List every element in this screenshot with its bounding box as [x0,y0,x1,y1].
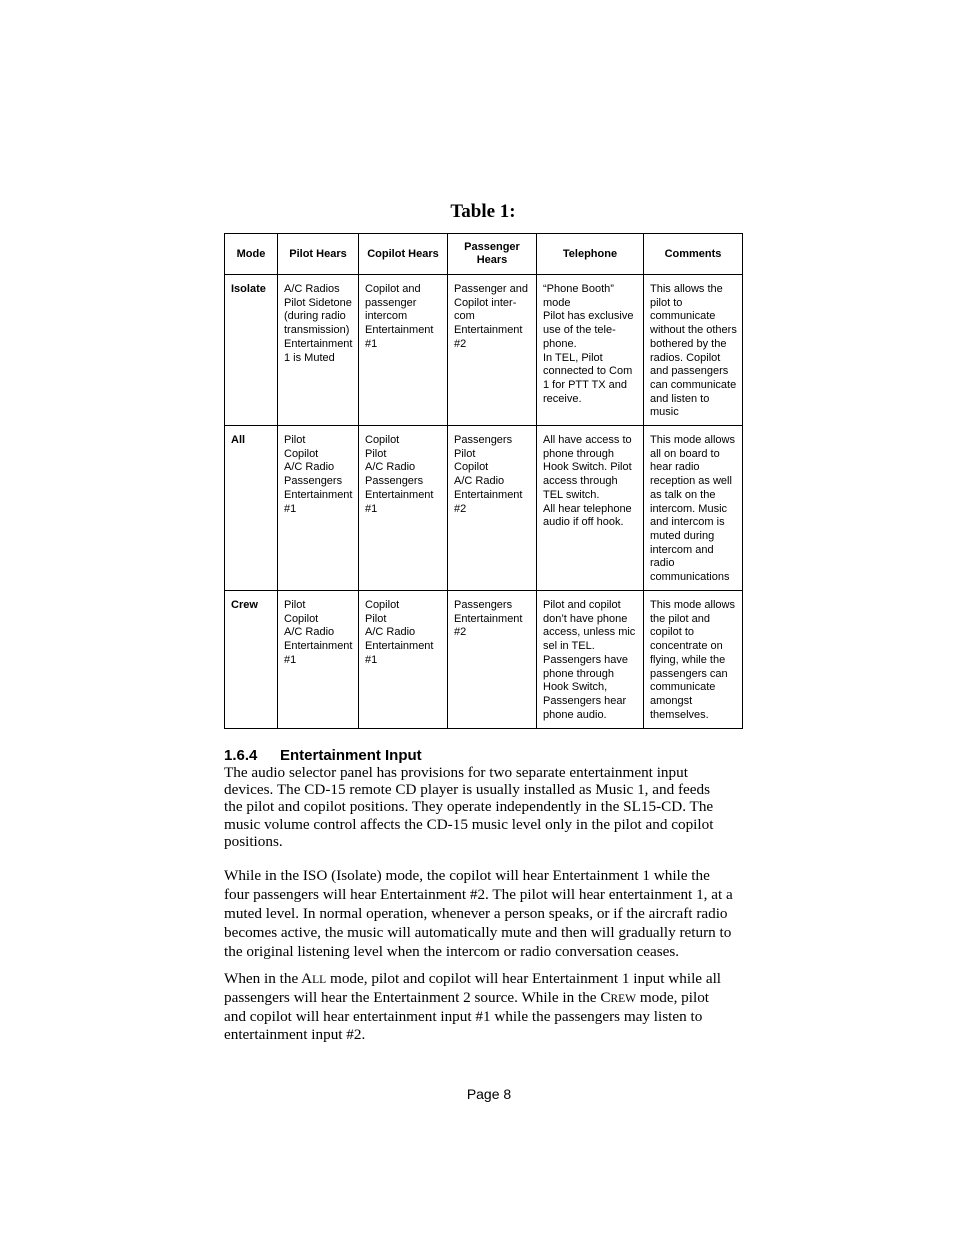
cell-line: Entertainment [365,640,434,653]
paragraph-1 [224,764,744,850]
cell-line: Copilot [365,434,400,446]
cell-line: #2 [454,502,467,515]
cell-line: access through [543,475,618,488]
cell-line: intercom. Music [650,502,728,515]
cell-pilot-hears [278,591,359,729]
cell-line: themselves. [650,708,709,721]
cell-line: A/C Radios [284,283,340,295]
page-number: Page 8 [466,1086,512,1102]
table-caption: Table 1: [450,201,516,222]
cell-line: as talk on the [650,488,716,501]
section-number: 1.6.4 [224,747,258,764]
section-title: Entertainment Input [280,747,422,764]
cell-pilot-hears [278,275,359,426]
cell-line: Pilot [284,434,306,446]
cell-line: communicate [650,310,716,323]
cell-line: and passengers [650,365,729,378]
paragraph-line: While in the ISO (Isolate) mode, the copilot will hear Entertainment 1 while the [224,867,710,884]
small-caps-run: LL [312,974,327,986]
cell-line: audio if off hook. [543,516,624,529]
paragraph-line: becomes active, the music will automatically mute and then will gradually return to [224,924,732,941]
cell-line: Pilot and copilot [543,599,621,611]
cell-line: #1 [284,502,297,515]
cell-line: hear radio [650,461,700,474]
modes-table [224,233,743,729]
cell-line: don’t have phone [543,612,628,625]
cell-line: passenger [365,296,417,309]
cell-line: #1 [365,502,378,515]
cell-line: Entertainment [454,612,523,625]
cell-line: Passengers [454,434,513,446]
cell-line: mode [543,296,571,309]
cell-line: 1 for PTT TX and [543,378,627,391]
cell-telephone [537,426,644,591]
cell-line: without the others [650,324,737,337]
cell-line: Entertainment [284,337,353,350]
cell-line: This mode allows [650,434,735,446]
cell-line: Copilot and [365,283,421,295]
cell-line: passengers can [650,667,728,680]
cell-line: and listen to [650,392,710,405]
cell-line: pilot to [650,296,683,309]
cell-line: (during radio [284,310,346,323]
cell-line: and intercom is [650,516,725,529]
paragraph-line: music volume control affects the CD-15 music level only in the pilot and copilot [224,815,714,833]
cell-line: A/C Radio [365,461,416,474]
header-comments: Comments [644,234,743,275]
cell-line: receive. [543,392,582,405]
header-copilot-hears: Copilot Hears [359,234,448,275]
cell-line: Hook Switch. Pilot [543,461,632,474]
paragraph-line: four passengers will hear Entertainment #2. The pilot will hear entertainment 1, at a [224,886,733,903]
cell-copilot-hears [359,426,448,591]
cell-line: #1 [284,653,297,666]
cell-line: #2 [454,337,467,350]
cell-line: all on board to [650,447,720,460]
cell-line: #1 [365,653,378,666]
cell-pilot-hears [278,426,359,591]
cell-line: Pilot [365,447,387,460]
table-row [225,591,743,729]
cell-line: amongst [650,694,693,707]
cell-line: #2 [454,626,467,639]
cell-line: TEL switch. [543,488,600,501]
cell-comments [644,275,743,426]
table-header-row [225,234,743,275]
cell-line: Hook Switch, [543,681,608,694]
paragraph-line [224,970,744,989]
paragraph-3 [224,970,744,1043]
cell-line: Entertainment [365,324,434,337]
cell-passenger-hears [448,275,537,426]
cell-line: A/C Radio [454,475,505,488]
paragraph-line: entertainment input #2. [224,1025,366,1043]
cell-line: Pilot [365,612,387,625]
cell-line: the pilot and [650,612,710,625]
cell-line: Copilot [365,599,400,611]
cell-line: phone audio. [543,708,607,721]
cell-line: Passengers [454,599,513,611]
header-telephone: Telephone [537,234,644,275]
text-run: passengers will hear the Entertainment 2 source. While in the C [224,989,611,1007]
cell-line: Entertainment [454,324,523,337]
cell-line: Entertainment [284,488,353,501]
cell-line: Pilot [284,599,306,611]
cell-line: Copilot [284,612,319,625]
cell-comments [644,591,743,729]
cell-line: Passengers hear [543,694,627,707]
cell-line: can communicate [650,378,737,391]
cell-copilot-hears [359,275,448,426]
cell-copilot-hears [359,591,448,729]
cell-line: com [454,310,475,323]
paragraph-line: muted level. In normal operation, whenever a person speaks, or if the aircraft radio [224,905,728,922]
cell-line: copilot to [650,626,695,639]
cell-line: reception as well [650,475,732,488]
cell-line: All hear telephone [543,502,632,515]
cell-line: radios. Copilot [650,351,721,364]
header-pilot-hears: Pilot Hears [278,234,359,275]
cell-line: flying, while the [650,653,726,666]
cell-comments [644,426,743,591]
header-mode: Mode [225,234,278,275]
cell-line: Entertainment [284,640,353,653]
cell-line: Passengers [365,475,424,488]
cell-line: Passengers [284,475,343,488]
table-row [225,275,743,426]
cell-line: communications [650,571,730,584]
small-caps-run: REW [610,993,637,1006]
cell-line: phone through [543,667,614,680]
cell-line: radio [650,557,675,570]
cell-line: “Phone Booth” [543,283,614,295]
table-row [225,426,743,591]
cell-line: bothered by the [650,337,727,350]
cell-line: A/C Radio [284,461,335,474]
cell-line: phone. [543,337,577,350]
cell-line: #1 [365,337,378,350]
cell-telephone [537,275,644,426]
cell-line: Passengers have [543,653,628,666]
text-run: When in the A [224,970,313,987]
cell-line: This mode allows [650,599,735,611]
cell-line: sel in TEL. [543,640,595,653]
cell-line: All have access to [543,434,632,446]
text-run: mode, pilot [636,989,710,1007]
cell-line: access, unless mic [543,626,636,639]
cell-line: In TEL, Pilot [543,351,603,364]
text-run: mode, pilot and copilot will hear Entertainment 1 input while all [326,970,722,987]
cell-line: use of the tele- [543,324,616,337]
paragraph-2 [224,866,744,961]
cell-line: transmission) [284,324,350,337]
cell-line: intercom [365,310,408,323]
cell-line: Entertainment [454,488,523,501]
cell-line: muted during [650,529,715,542]
paragraph-line [224,989,744,1008]
section-heading [224,747,422,765]
cell-telephone [537,591,644,729]
cell-line: Entertainment [365,488,434,501]
paragraph-line: the pilot and copilot positions. They operate independently in the SL15-CD. The [224,798,714,816]
header-passenger-hears: Passenger Hears [448,234,537,275]
cell-line: This allows the [650,283,723,295]
cell-passenger-hears [448,591,537,729]
cell-mode: All [225,426,278,591]
cell-line: communicate [650,681,716,694]
cell-line: Copilot [454,461,489,474]
paragraph-line: The audio selector panel has provisions for two separate entertainment input [224,764,688,781]
cell-line: 1 is Muted [284,351,335,364]
cell-mode: Isolate [225,275,278,426]
cell-line: phone through [543,447,614,460]
cell-line: A/C Radio [284,626,335,639]
cell-line: Pilot Sidetone [284,296,352,309]
cell-line: music [650,406,679,419]
cell-line: Pilot [454,447,476,460]
cell-passenger-hears [448,426,537,591]
cell-line: Copilot inter- [454,296,517,309]
cell-mode: Crew [225,591,278,729]
cell-line: Copilot [284,447,319,460]
cell-line: A/C Radio [365,626,416,639]
paragraph-line: devices. The CD-15 remote CD player is usually installed as Music 1, and feeds [224,781,711,799]
cell-line: Pilot has exclusive [543,310,634,323]
cell-line: intercom and [650,543,714,556]
paragraph-line: and copilot will hear entertainment input #1 while the passengers may listen to [224,1008,703,1026]
paragraph-line: positions. [224,832,283,850]
cell-line: concentrate on [650,640,723,653]
cell-line: Passenger and [454,283,528,295]
cell-line: connected to Com [543,365,633,378]
paragraph-line: the original listening level when the intercom or radio conversation ceases. [224,943,680,960]
